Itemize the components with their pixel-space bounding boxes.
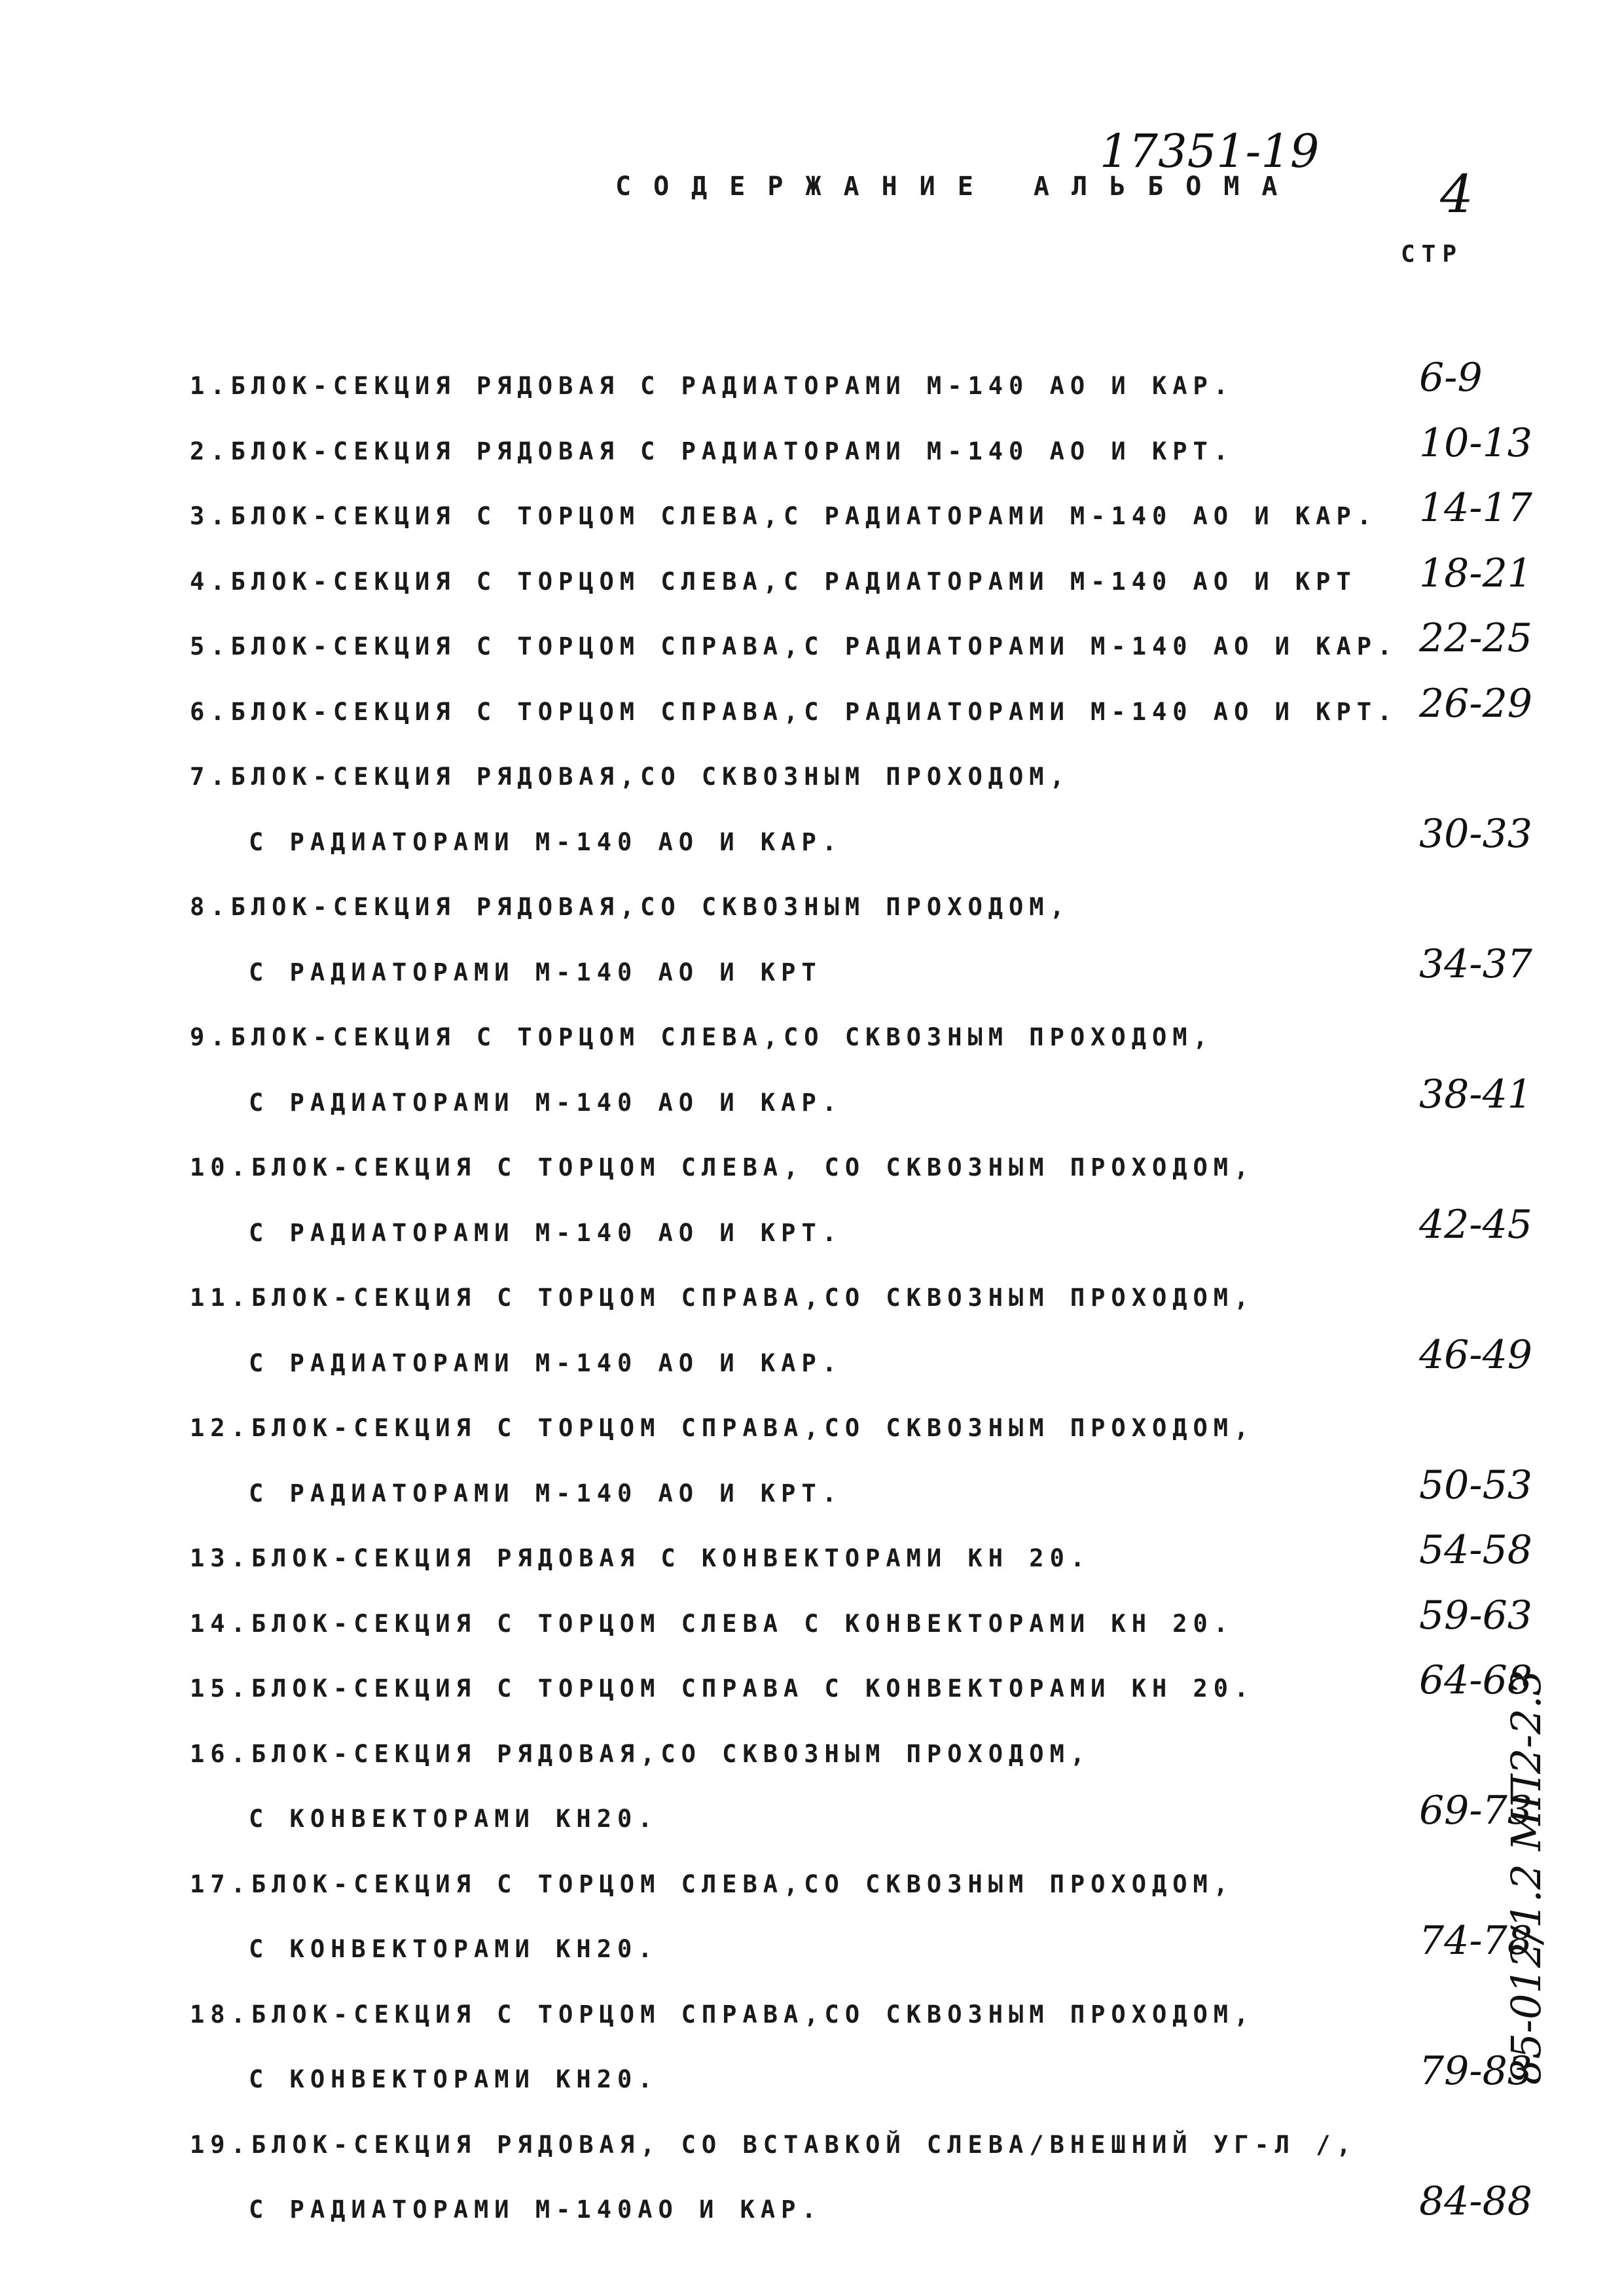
toc-entry-title: 9.БЛОК-СЕКЦИЯ С ТОРЦОМ СЛЕВА,СО СКВОЗНЫМ ПРОХОДОМ, bbox=[190, 1023, 1214, 1051]
toc-entry-pages: 14-17 bbox=[1419, 485, 1532, 531]
toc-entry-pages: 10-13 bbox=[1419, 420, 1532, 466]
toc-entry-continuation: С РАДИАТОРАМИ М-140 АО И КАР. bbox=[249, 827, 843, 856]
toc-entry-title: 2.БЛОК-СЕКЦИЯ РЯДОВАЯ С РАДИАТОРАМИ М-140 АО И КРТ. bbox=[190, 437, 1235, 465]
toc-entry-continuation: С РАДИАТОРАМИ М-140 АО И КРТ. bbox=[249, 1218, 843, 1247]
toc-entry-pages: 26-29 bbox=[1419, 680, 1532, 727]
pages-column-label: СТР bbox=[1401, 241, 1464, 268]
toc-entry-pages: 18-21 bbox=[1419, 550, 1532, 596]
toc-entry-title: 7.БЛОК-СЕКЦИЯ РЯДОВАЯ,СО СКВОЗНЫМ ПРОХОДОМ, bbox=[190, 763, 1070, 791]
toc-entry-pages: 50-53 bbox=[1419, 1462, 1532, 1508]
toc-entry-title: 8.БЛОК-СЕКЦИЯ РЯДОВАЯ,СО СКВОЗНЫМ ПРОХОДОМ, bbox=[190, 893, 1070, 921]
toc-entry-continuation: С РАДИАТОРАМИ М-140АО И КАР. bbox=[249, 2195, 822, 2224]
toc-entry-title: 10.БЛОК-СЕКЦИЯ С ТОРЦОМ СЛЕВА, СО СКВОЗНЫМ ПРОХОДОМ, bbox=[190, 1153, 1255, 1182]
toc-entry-title: 13.БЛОК-СЕКЦИЯ РЯДОВАЯ С КОНВЕКТОРАМИ КН 20. bbox=[190, 1544, 1091, 1572]
toc-entry-pages: 64-68 bbox=[1419, 1657, 1532, 1703]
toc-entry-continuation: С РАДИАТОРАМИ М-140 АО И КРТ bbox=[249, 958, 822, 986]
toc-entry-pages: 84-88 bbox=[1419, 2178, 1532, 2224]
toc-entry-pages: 74-78 bbox=[1419, 1918, 1532, 1964]
toc-entry-pages: 54-58 bbox=[1419, 1527, 1532, 1573]
toc-entry-continuation: С КОНВЕКТОРАМИ КН20. bbox=[249, 1805, 659, 1833]
toc-entry-continuation: С РАДИАТОРАМИ М-140 АО И КАР. bbox=[249, 1088, 843, 1117]
toc-entry-title: 5.БЛОК-СЕКЦИЯ С ТОРЦОМ СПРАВА,С РАДИАТОРАМИ М-140 АО И КАР. bbox=[190, 632, 1398, 660]
toc-entry-pages: 30-33 bbox=[1419, 810, 1532, 857]
toc-entry-title: 11.БЛОК-СЕКЦИЯ С ТОРЦОМ СПРАВА,СО СКВОЗНЫМ ПРОХОДОМ, bbox=[190, 1284, 1255, 1312]
toc-entry-title: 19.БЛОК-СЕКЦИЯ РЯДОВАЯ, СО ВСТАВКОЙ СЛЕВА/ВНЕШНИЙ УГ-Л /, bbox=[190, 2130, 1357, 2159]
toc-entry-pages: 46-49 bbox=[1419, 1331, 1532, 1378]
document-number: 17351-19 bbox=[1100, 124, 1320, 178]
toc-entry-pages: 69-73 bbox=[1419, 1788, 1532, 1833]
toc-entry-title: 14.БЛОК-СЕКЦИЯ С ТОРЦОМ СЛЕВА С КОНВЕКТОРАМИ КН 20. bbox=[190, 1609, 1235, 1638]
toc-entry-pages: 22-25 bbox=[1419, 615, 1532, 661]
toc-entry-pages: 42-45 bbox=[1419, 1201, 1532, 1248]
toc-entry-pages: 34-37 bbox=[1419, 941, 1532, 987]
toc-entry-title: 18.БЛОК-СЕКЦИЯ С ТОРЦОМ СПРАВА,СО СКВОЗНЫМ ПРОХОДОМ, bbox=[190, 2000, 1255, 2029]
toc-entry-title: 17.БЛОК-СЕКЦИЯ С ТОРЦОМ СЛЕВА,СО СКВОЗНЫМ ПРОХОДОМ, bbox=[190, 1869, 1235, 1898]
toc-entry-title: 4.БЛОК-СЕКЦИЯ С ТОРЦОМ СЛЕВА,С РАДИАТОРАМИ М-140 АО И КРТ bbox=[190, 567, 1357, 596]
toc-entry-continuation: С РАДИАТОРАМИ М-140 АО И КРТ. bbox=[249, 1479, 843, 1508]
toc-entry-pages: 79-83 bbox=[1419, 2048, 1532, 2094]
toc-entry-title: 6.БЛОК-СЕКЦИЯ С ТОРЦОМ СПРАВА,С РАДИАТОРАМИ М-140 АО И КРТ. bbox=[190, 697, 1398, 726]
toc-entry-title: 16.БЛОК-СЕКЦИЯ РЯДОВАЯ,СО СКВОЗНЫМ ПРОХОДОМ, bbox=[190, 1739, 1091, 1768]
toc-entry-title: 12.БЛОК-СЕКЦИЯ С ТОРЦОМ СПРАВА,СО СКВОЗНЫМ ПРОХОДОМ, bbox=[190, 1414, 1255, 1442]
toc-entry-pages: 59-63 bbox=[1419, 1592, 1532, 1638]
toc-entry-title: 15.БЛОК-СЕКЦИЯ С ТОРЦОМ СПРАВА С КОНВЕКТОРАМИ КН 20. bbox=[190, 1674, 1255, 1703]
toc-entry-continuation: С РАДИАТОРАМИ М-140 АО И КАР. bbox=[249, 1348, 843, 1377]
side-stamp-note: 85-012/1.2 МП2-2.3 bbox=[1502, 1670, 1550, 2085]
toc-entry-continuation: С КОНВЕКТОРАМИ КН20. bbox=[249, 2065, 659, 2093]
toc-entry-pages: 38-41 bbox=[1419, 1071, 1532, 1117]
page-title: СОДЕРЖАНИЕ АЛЬБОМА bbox=[615, 172, 1300, 202]
toc-entry-title: 3.БЛОК-СЕКЦИЯ С ТОРЦОМ СЛЕВА,С РАДИАТОРАМИ М-140 АО И КАР. bbox=[190, 502, 1378, 530]
toc-entry-title: 1.БЛОК-СЕКЦИЯ РЯДОВАЯ С РАДИАТОРАМИ М-140 АО И КАР. bbox=[190, 372, 1235, 400]
toc-entry-pages: 6-9 bbox=[1419, 355, 1483, 401]
toc-entry-continuation: С КОНВЕКТОРАМИ КН20. bbox=[249, 1935, 659, 1963]
page-number: 4 bbox=[1440, 164, 1473, 225]
